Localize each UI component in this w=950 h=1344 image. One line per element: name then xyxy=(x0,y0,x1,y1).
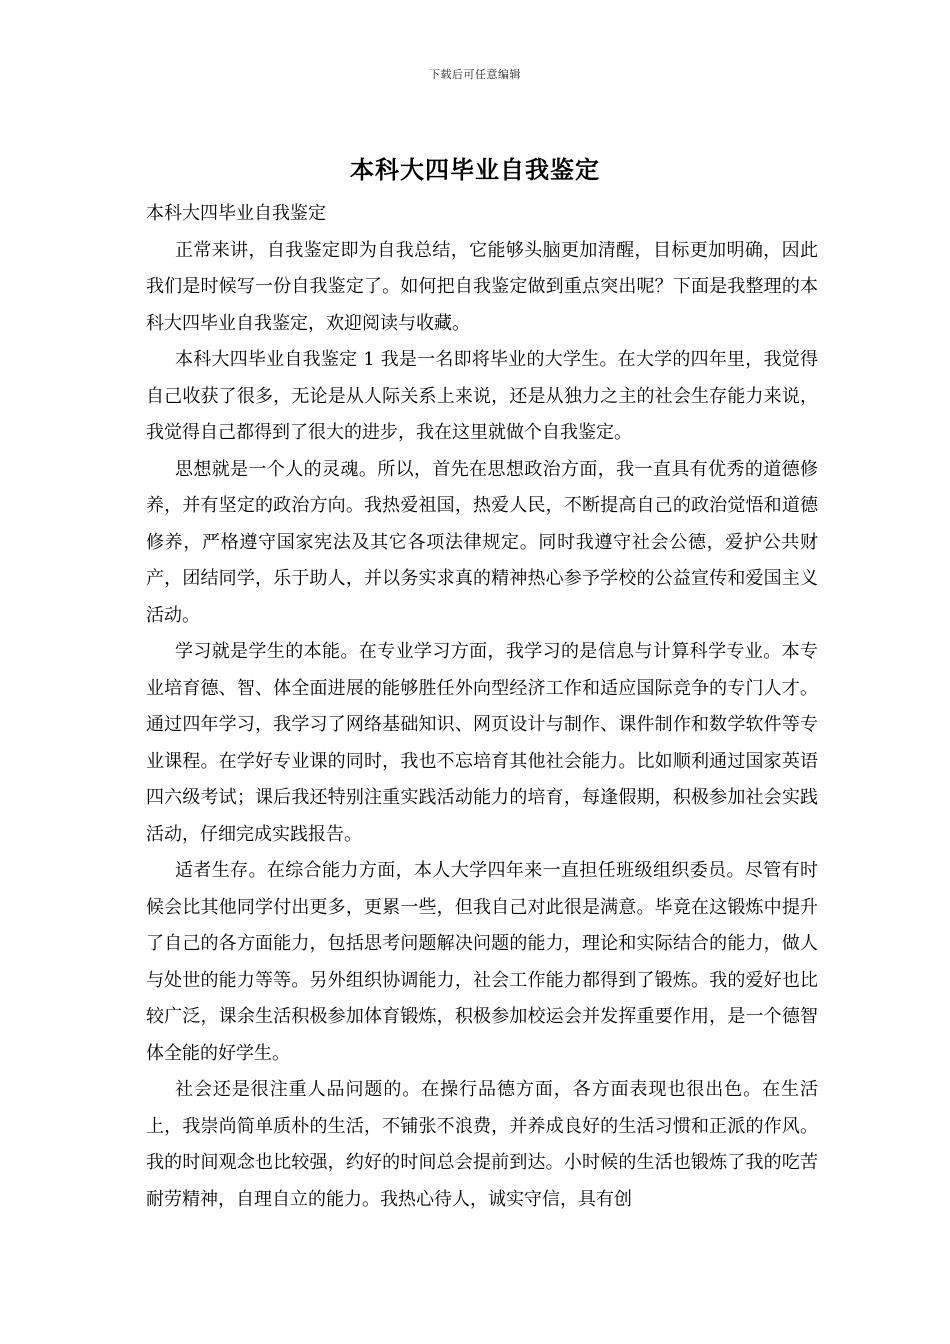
document-title: 本科大四毕业自我鉴定 xyxy=(350,156,600,184)
paragraph-intro: 正常来讲，自我鉴定即为自我总结，它能够头脑更加清醒，目标更加明确，因此我们是时候写一份自我鉴定了。如何把自我鉴定做到重点突出呢？下面是我整理的本科大四毕业自我鉴定，欢迎阅读与收藏。 xyxy=(146,239,818,334)
document-subtitle: 本科大四毕业自我鉴定 xyxy=(146,203,326,224)
paragraph-opening: 本科大四毕业自我鉴定 1 我是一名即将毕业的大学生。在大学的四年里，我觉得自己收获了很多，无论是从人际关系上来说，还是从独力之主的社会生存能力来说，我觉得自己都得到了很大的进步，我在这里就做个自我鉴定。 xyxy=(146,349,818,443)
document-body xyxy=(146,196,818,1218)
paragraph-ideology: 思想就是一个人的灵魂。所以，首先在思想政治方面，我一直具有优秀的道德修养，并有坚定的政治方向。我热爱祖国，热爱人民，不断提高自己的政治觉悟和道德修养，严格遵守国家宪法及其它各项法律规定。同时我遵守社会公德，爱护公共财产，团结同学，乐于助人，并以务实求真的精神热心参予学校的公益宣传和爱国主义活动。 xyxy=(146,458,818,626)
paragraph-character: 社会还是很注重人品问题的。在操行品德方面，各方面表现也很出色。在生活上，我崇尚简单质朴的生活，不铺张不浪费，并养成良好的生活习惯和正派的作风。我的时间观念也比较强，约好的时间总会提前到达。小时候的生活也锻炼了我的吃苦耐劳精神，自理自立的能力。我热心待人，诚实守信，具有创 xyxy=(146,1079,818,1210)
header-note: 下载后可任意编辑 xyxy=(429,68,521,81)
paragraph-ability: 适者生存。在综合能力方面，本人大学四年来一直担任班级组织委员。尽管有时候会比其他同学付出更多，更累一些，但我自己对此很是满意。毕竟在这锻炼中提升了自己的各方面能力，包括思考问题解决问题的能力，理论和实际结合的能力，做人与处世的能力等等。另外组织协调能力，社会工作能力都得到了锻炼。我的爱好也比较广泛，课余生活积极参加体育锻炼，积极参加校运会并发挥重要作用，是一个德智体全能的好学生。 xyxy=(146,860,818,1064)
paragraph-study: 学习就是学生的本能。在专业学习方面，我学习的是信息与计算科学专业。本专业培育德、智、体全面进展的能够胜任外向型经济工作和适应国际竞争的专门人才。通过四年学习，我学习了网络基础知识、网页设计与制作、课件制作和数学软件等专业课程。在学好专业课的同时，我也不忘培育其他社会能力。比如顺利通过国家英语四六级考试；课后我还特别注重实践活动能力的培育，每逢假期，积极参加社会实践活动，仔细完成实践报告。 xyxy=(146,641,818,845)
